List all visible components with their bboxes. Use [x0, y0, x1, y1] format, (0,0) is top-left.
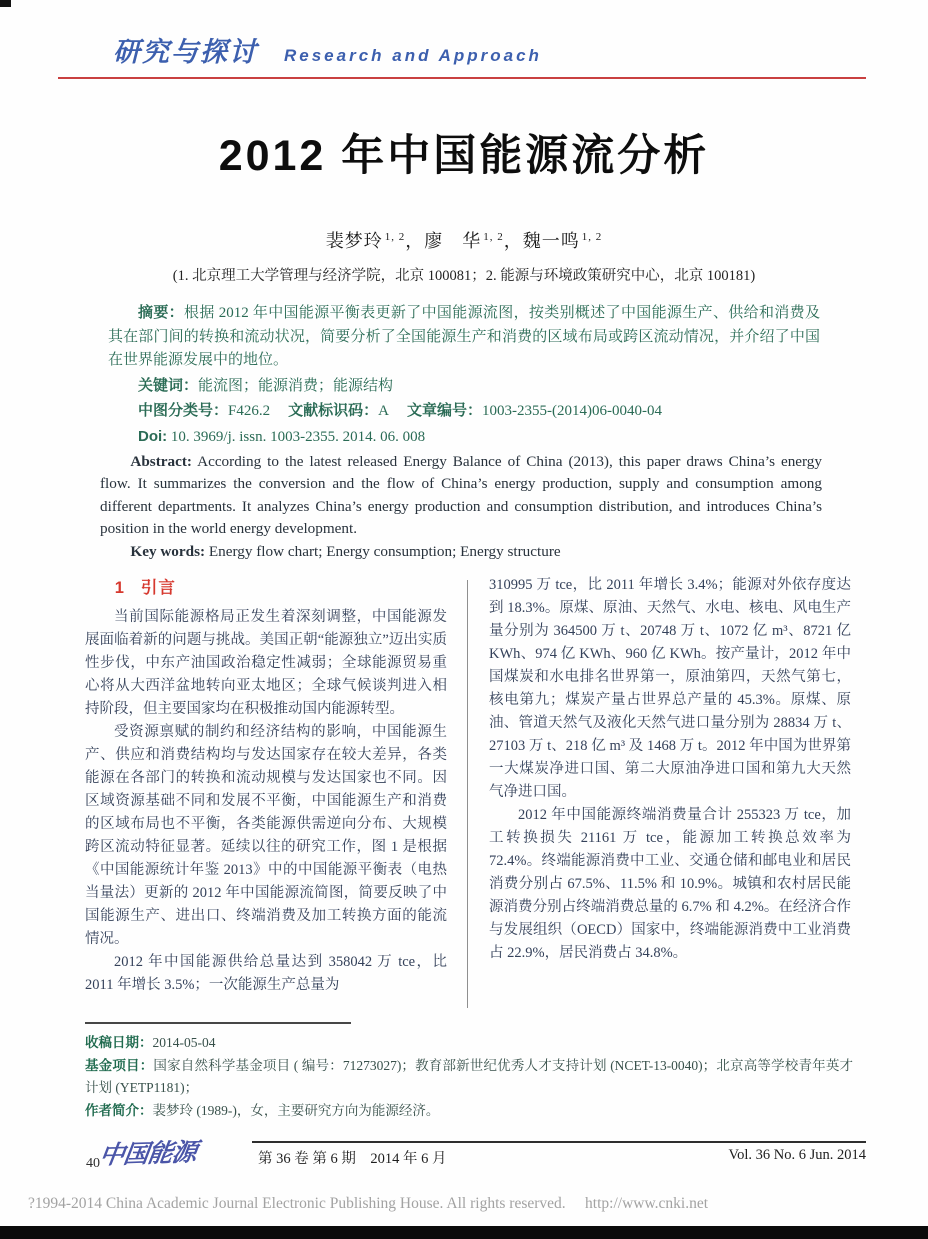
abstract-en-label: Abstract: [130, 453, 192, 470]
column-header [113, 30, 873, 69]
abstract-en-text: According to the latest released Energy Balance of China (2013), this paper draws China’s energy flow. It summarizes the conversion and the flow of China’s energy production, supply and consumption among different departments. It analyzes China’s energy production and consumption distribution, and introduces China’s position in the world energy development. [100, 453, 822, 537]
abstract-cn-text: 根据 2012 年中国能源平衡表更新了中国能源流图，按类别概述了中国能源生产、供给和消费及其在部门间的转换和流动状况，简要分析了全国能源生产和消费的区域布局或跨区流动情况，并介绍了中国在世界能源发展中的地位。 [108, 305, 820, 368]
scan-corner-artifact [0, 0, 11, 7]
issue-info-cn: 第 36 卷 第 6 期 2014 年 6 月 [258, 1151, 447, 1167]
scan-bottom-bar [0, 1226, 928, 1239]
author-byline [0, 227, 928, 253]
keywords-cn-label: 关键词： [138, 376, 199, 394]
author-bio-value: 裴梦玲 (1989-)，女，主要研究方向为能源经济。 [152, 1102, 440, 1118]
article-id-label: 文章编号： [406, 402, 482, 419]
received-date-label: 收稿日期： [85, 1035, 153, 1050]
author-name: 裴梦玲 [325, 231, 383, 251]
page-number: 40 [86, 1156, 100, 1171]
author-name: 廖 华 [424, 231, 482, 251]
doc-code-label: 文献标识码： [288, 402, 379, 419]
journal-logo: 中国能源 [97, 1139, 198, 1170]
abstract-en-block [100, 451, 822, 563]
keywords-en-text: Energy flow chart; Energy consumption; Energy structure [208, 543, 561, 561]
abstract-cn-block [108, 301, 820, 449]
column-title-cn: 研究与探讨 [113, 37, 258, 67]
body-column-left [85, 574, 447, 997]
section-heading-intro [85, 574, 447, 598]
affiliation-line: (1. 北京理工大学管理与经济学院，北京 100081；2. 能源与环境政策研究中心，北京 100181) [172, 268, 756, 284]
keywords-en-line [100, 541, 822, 563]
author-bio-line [85, 1100, 853, 1123]
funding-line [85, 1055, 853, 1100]
clc-value: F426.2 [228, 403, 271, 419]
article-id-value: 1003-2355-(2014)06-0040-04 [481, 403, 662, 419]
doc-code-value: A [378, 403, 389, 419]
body-paragraph: 受资源禀赋的制约和经济结构的影响，中国能源生产、供应和消费结构均与发达国家存在较大差异，各类能源在各部门的转换和流动规模与发达国家也不同。因区域资源基础不同和发展不平衡，中国能源生产和消费的区域布局也不平衡，各类能源供需逆向分布、大规模跨区流动特征显著。延续以往的研究工作，图 1 是根据《中国能源统计年鉴 2013》中的中国能源平衡表（电热当量法）更新的 2012 年中国能源流简图，简要反映了中国能源生产、进出口、终端消费及加工转换方面的能流情况。 [85, 724, 447, 947]
body-paragraph: 310995 万 tce，比 2011 年增长 3.4%；能源对外依存度达到 18.3%。原煤、原油、天然气、水电、核电、风电生产量分别为 364500 万 t、20748 万 t、1072 亿 m³、8721 亿 KWh、974 亿 KWh、960 亿 KWh。按产量计，2012 年中国煤炭和水电排名世界第一，原油第四，天然气第七，核电第九；煤炭产量占世界总产量的 45.3%。原煤、原油、管道天然气及液化天然气进口量分别为 28834 万 t、27103 万 t、218 亿 m³ 及 1468 万 t。2012 年中国为世界第一大煤炭净进口国、第二大原油净进口国和第九大天然气净进口国。 [489, 577, 851, 800]
section-number: 1 [114, 579, 125, 597]
keywords-cn-line [108, 374, 820, 399]
funding-value: 国家自然科学基金项目 ( 编号：71273027)；教育部新世纪优秀人才支持计划 (NCET-13-0040)；北京高等学校青年英才计划 (YETP1181)； [85, 1057, 854, 1095]
doi-value: 10. 3969/j. issn. 1003-2355. 2014. 06. 008 [170, 428, 426, 445]
header-rule [58, 77, 866, 79]
author-separator: ， [503, 231, 523, 251]
footnote-rule [85, 1022, 351, 1024]
keywords-cn-text: 能流图；能源消费；能源结构 [198, 377, 394, 394]
body-paragraph: 当前国际能源格局正发生着深刻调整，中国能源发展面临着新的问题与挑战。美国正朝“能源独立”迈出实质性步伐，中东产油国政治稳定性减弱；全球能源贸易重心将从大西洋盆地转向亚太地区；全球气候谈判进入相持阶段，但主要国家均在积极推动国内能源转型。 [85, 609, 447, 717]
footnotes-block [85, 1032, 853, 1122]
abstract-cn-paragraph [108, 301, 820, 373]
keywords-en-label: Key words: [130, 543, 206, 561]
column-title-en: Research and Approach [284, 46, 542, 65]
body-paragraph: 2012 年中国能源终端消费量合计 255323 万 tce，加工转换损失 21161 万 tce，能源加工转换总效率为 72.4%。终端能源消费中工业、交通仓储和邮电业和居民消费分别占 67.5%、11.5% 和 10.9%。城镇和农村居民能源消费分别占终端消费总量的 6.7% 和 4.2%。在经济合作与发展组织（OECD）国家中，终端能源消费中工业消费占 22.9%，居民消费占 34.8%。 [489, 807, 851, 961]
author-affil-sup: 1, 2 [581, 231, 603, 243]
issue-info-en: Vol. 36 No. 6 Jun. 2014 [728, 1147, 866, 1163]
body-column-right [489, 574, 851, 965]
received-date-value: 2014-05-04 [152, 1035, 216, 1050]
author-affil-sup: 1, 2 [483, 231, 504, 243]
doi-line [108, 425, 820, 450]
column-divider [467, 580, 468, 1008]
classification-line [108, 399, 820, 424]
author-affil-sup: 1, 2 [384, 231, 406, 243]
body-paragraph: 2012 年中国能源供给总量达到 358042 万 tce，比 2011 年增长 3.5%；一次能源生产总量为 [85, 954, 447, 993]
copyright-line: ?1994-2014 China Academic Journal Electronic Publishing House. All rights reserved. http://www.cnki.net [28, 1195, 709, 1212]
abstract-en-paragraph [100, 451, 822, 540]
section-title: 引言 [140, 579, 176, 597]
author-separator: ， [405, 231, 425, 251]
abstract-cn-label: 摘要： [138, 304, 185, 321]
clc-label: 中图分类号： [138, 402, 229, 419]
author-bio-label: 作者简介： [85, 1102, 153, 1118]
received-date-line [85, 1032, 853, 1055]
author-name: 魏一鸣 [522, 231, 580, 251]
footer-rule [252, 1141, 866, 1143]
doi-label: Doi: [138, 427, 168, 445]
funding-label: 基金项目： [85, 1057, 154, 1073]
article-title: 2012 年中国能源流分析 [218, 132, 710, 180]
